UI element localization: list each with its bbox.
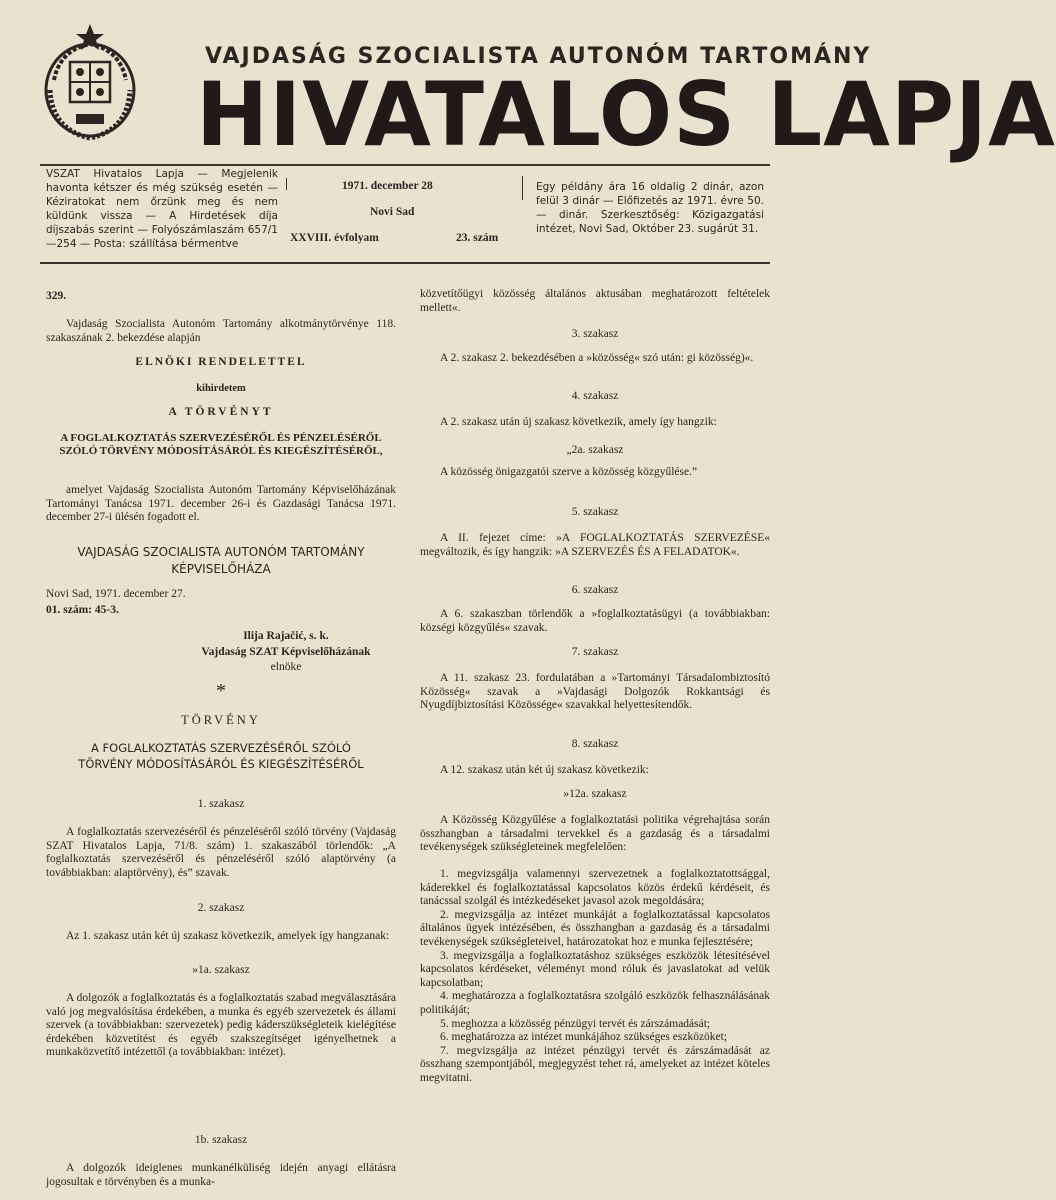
signer-name: Ilija Rajačić, s. k.	[243, 630, 329, 642]
section-6-text: A 6. szakaszban törlendők a »foglalkoztatásügyi (a továbbiakban: községi közgyűlés« szavak.	[420, 608, 770, 634]
act-number: 329.	[46, 290, 67, 302]
issue-volume: XXVIII. évfolyam	[290, 232, 379, 244]
masthead-title: HIVATALOS LAPJA	[196, 63, 1056, 166]
continuation-text: közvetítőügyi közösség általános aktusában meghatározott feltételek mellett«.	[420, 288, 770, 314]
torveny-title: A FOGLALKOZTATÁS SZERVEZÉSÉRŐL SZÓLÓ TÖRVÉNY MÓDOSÍTÁSÁRÓL ÉS KIEGÉSZÍTÉSÉRŐL	[78, 741, 364, 771]
section-12a-title: »12a. szakasz	[563, 788, 627, 800]
issue-place: Novi Sad	[370, 206, 415, 218]
torveny-heading: TÖRVÉNY	[181, 713, 261, 727]
coat-of-arms-icon	[40, 20, 140, 145]
section-6-title: 6. szakasz	[571, 584, 619, 596]
divider	[286, 178, 287, 190]
section-7-title: 7. szakasz	[571, 646, 619, 658]
duties-list	[420, 868, 770, 1086]
list-item: 6. meghatározza az intézet munkájához szükséges eszközöket;	[440, 1031, 728, 1044]
place-date: Novi Sad, 1971. december 27.	[46, 588, 186, 600]
law-word: A TÖRVÉNYT	[168, 406, 274, 418]
signer-title: Vajdaság SZAT Képviselőházának	[201, 646, 371, 658]
adoption-text: amelyet Vajdaság Szocialista Autonóm Tartomány Képviselőházának Tartományi Tanácsa 1971. december 26-i és Gazdasági Tanácsa 1971. december 27-i ülésén fogadott el.	[46, 484, 396, 524]
masthead-subtitle: VAJDASÁG SZOCIALISTA AUTONÓM TARTOMÁNY	[205, 44, 872, 69]
divider	[40, 262, 770, 264]
section-1-text: A foglalkoztatás szervezéséről és pénzeléséről szóló törvény (Vajdaság SZAT Hivatalos Lapja, 71/8. szám) 1. szakaszából törlendők: „A foglalkoztatás szervezéséről és pénzeléséről szóló alaptörvény (a továbbiakban: alaptörvény), és” szavak.	[46, 826, 396, 879]
list-item: 7. megvizsgálja az intézet pénzügyi tervét és zárszámadását az összhang szempontjából, megjegyzést tehet rá, amelyeket az intézet köteles megvitatni.	[420, 1044, 770, 1084]
divider	[40, 164, 770, 166]
law-title: A FOGLALKOZTATÁS SZERVEZÉSÉRŐL ÉS PÉNZELÉSÉRŐL SZÓLÓ TÖRVÉNY MÓDOSÍTÁSÁRÓL ÉS KIEGÉSZÍTÉSÉRŐL,	[59, 432, 383, 457]
list-item: 3. megvizsgálja a foglalkoztatáshoz szükséges eszközök létesítésével kapcsolatos kérdéseket, véleményt mond róluk és javaslatokat ad velük kapcsolatban;	[420, 949, 770, 989]
section-1-title: 1. szakasz	[197, 798, 245, 810]
section-2-title: 2. szakasz	[197, 902, 245, 914]
section-1b-text: A dolgozók ideiglenes munkanélküliség idején anyagi ellátásra jogosultak e törvényben és a munka-	[46, 1162, 396, 1188]
issue-date: 1971. december 28	[342, 180, 433, 192]
section-5-text: A II. fejezet címe: »A FOGLALKOZTATÁS SZERVEZÉSE« megváltozik, és így hangzik: »A SZERVEZÉS ÉS A FELADATOK«.	[420, 532, 770, 558]
divider	[522, 176, 523, 200]
list-item: 2. megvizsgálja az intézet munkáját a foglalkoztatással kapcsolatos általános ügyek intézésében, és összhangban a gazdaság és a társadalmi tevékenységek szükségleteivel, határozatokat hoz e munka fejlesztésére;	[420, 908, 770, 948]
section-4-text: A 2. szakasz után új szakasz következik, amely így hangzik:	[440, 416, 717, 428]
asterisk-separator: *	[216, 680, 226, 702]
section-7-text: A 11. szakasz 23. fordulatában a »Tartományi Társadalombiztosító Közösség« szavak a »Vajdasági Dolgozók Rokkantsági és Nyugdíjbiztosítási Közössége« szavakkal helyettesítendők.	[420, 672, 770, 712]
list-item: 5. meghozza a közösség pénzügyi tervét és zárszámadását;	[440, 1017, 711, 1030]
section-3-title: 3. szakasz	[571, 328, 619, 340]
section-2-text: Az 1. szakasz után két új szakasz következik, amelyek így hangzanak:	[66, 930, 390, 942]
section-3-text: A 2. szakasz 2. bekezdésében a »közösség« szó után: gi közösség)«.	[440, 352, 754, 364]
section-8-text: A 12. szakasz után két új szakasz következik:	[440, 764, 649, 776]
section-2a-text: A közösség önigazgatói szerve a közösség közgyűlése.”	[440, 466, 698, 478]
section-5-title: 5. szakasz	[571, 506, 619, 518]
section-4-title: 4. szakasz	[571, 390, 619, 402]
list-item: 1. megvizsgálja valamennyi szervezetnek a foglalkoztatottsággal, káderekkel és foglalkoztatással kapcsolatos közös érdekű kérdéseit, és tanácssal szolgál és intézkedéseket javasol azok megoldására;	[420, 868, 770, 908]
reference-number: 01. szám: 45-3.	[46, 604, 119, 616]
section-2a-title: „2a. szakasz	[566, 444, 624, 456]
publication-notice: VSZAT Hivatalos Lapja — Megjelenik havonta kétszer és még szükség esetén — Kéziratokat nem őrzünk meg és nem küldünk vissza — A Hirdetések díja díjszabás szerint — Folyószámlaszám 657/1—254 — Posta: szállítása bérmentve	[46, 168, 278, 250]
section-12a-text: A Közösség Közgyűlése a foglalkoztatási politika végrehajtása során összhangban a társadalmi tervekkel és a gazdaság és a társadalmi tevékenységek szükségleteinek megfelelően:	[420, 814, 770, 854]
signer-role: elnöke	[270, 661, 302, 673]
assembly-name: VAJDASÁG SZOCIALISTA AUTONÓM TARTOMÁNY KÉPVISELŐHÁZA	[77, 545, 365, 576]
section-1a-title: »1a. szakasz	[192, 964, 250, 976]
price-notice: Egy példány ára 16 oldalig 2 dinár, azon felül 3 dinár — Előfizetés az 1971. évre 50.— dinár. Szerkesztőség: Közigazgatási intézet, Novi Sad, Október 23. sugárút 31.	[536, 181, 764, 235]
section-1a-text: A dolgozók a foglalkoztatás és a foglalkoztatás szabad megválasztására való jog megvalósítása érdekében, a munka és egyéb szervezetek és állami szervek (a továbbiakban: szervezetek) pedig káderszükségleteik kielégítése érdekében közvetítést és egyéb szakszegítséget igényelhetnek a munkaközvetítő intézettől (a továbbiakban: intézet).	[46, 992, 396, 1059]
issue-number: 23. szám	[456, 232, 499, 244]
decree-heading: ELNÖKI RENDELETTEL	[135, 356, 307, 368]
section-8-title: 8. szakasz	[571, 738, 619, 750]
list-item: 4. meghatározza a foglalkoztatásra szolgáló eszközök felhasználásának politikáját;	[420, 990, 770, 1016]
kihirdetem-text: kihirdetem	[196, 383, 246, 394]
intro-text: Vajdaság Szocialista Autonóm Tartomány alkotmánytörvénye 118. szakaszának 2. bekezdése alapján	[46, 318, 396, 344]
section-1b-title: 1b. szakasz	[194, 1134, 248, 1146]
